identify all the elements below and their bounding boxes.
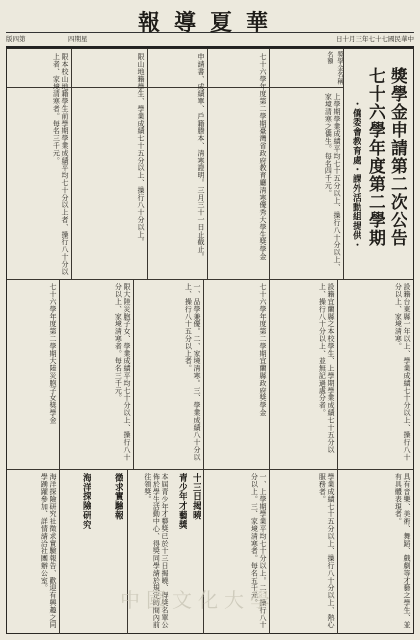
- column-item-detail: 限本校山地籍學生前學期學業成績平均七十分以上者、操行八十分以上者、家境清寒者。每名三千元。: [52, 53, 69, 275]
- page-number: 版四第: [6, 35, 26, 43]
- column-item-detail: 設籍台東縣一年以上、學業成績七十分以上、操行八十分以上、家境清寒。: [394, 283, 411, 461]
- column-item-detail: 限山地籍學生、學業成績七十五分以上、操行八十分以上。: [137, 53, 145, 246]
- col-divider: [269, 279, 270, 469]
- headline-line-2: 獎學金申請第二次公告: [387, 67, 407, 247]
- col-divider: [343, 49, 344, 279]
- column-item-detail: 上學期學業成績平均七十五分以上、操行八十分以上、家境清寒之僑生。每名四千元。: [324, 93, 341, 271]
- section-rule: [7, 279, 413, 280]
- column-item-detail: 具有音樂、美術、舞蹈、戲劇等才藝之學生、並有具體表現者。: [394, 473, 411, 629]
- headline-source: ・僑委會教育處・課外活動組提供・: [351, 99, 361, 250]
- column-item-detail: 一、上學期學業平均七十分以上。二、操行八十分以上。三、家境清寒者。每名五千元。: [250, 473, 267, 629]
- weekday: 四期星: [68, 35, 88, 43]
- issue-date: 日十月三年七十七國民華中: [336, 35, 414, 43]
- column-item-detail: 設籍宜蘭縣之本校學生、上學期學業成績七十五分以上、操行八十分以上、並無記過處分者。: [318, 283, 335, 454]
- notice-body: 本屆青少年才藝獎已於十三日揭曉、得獎名單公佈於學生活動中心、得獎同學請於規定時間內前往領獎。: [143, 473, 169, 629]
- notice-heading: 青少年才藝獎: [177, 473, 187, 530]
- col-divider: [337, 279, 338, 469]
- column-item-detail: 一、品學兼優。二、家境清寒。三、學業成績八十分以上、操行八十五分以上者。: [184, 283, 201, 461]
- col-header-name: 獎學金名稱: [336, 51, 343, 85]
- masthead-rule: [6, 32, 414, 33]
- notice-subheading: 十三日揭曉: [191, 473, 201, 520]
- library-watermark: 中國文化大學: [120, 588, 276, 612]
- column-item-detail: 限大陸災胞子女、學業成績平均七十分以上、操行八十分以上、家境清寒者。每名三千元。: [114, 283, 131, 461]
- notice-heading: 海洋探險研究: [81, 473, 91, 530]
- column-item-detail: 學業成績七十五分以上、操行八十分以上、熱心服務者。: [318, 473, 335, 629]
- col-divider: [207, 49, 208, 279]
- column-item-name: 七十六學年度第二學期臺灣省政府教育廳清寒優秀大學生獎學金: [259, 53, 267, 261]
- section-rule-2: [7, 469, 413, 470]
- article-frame: [6, 48, 414, 634]
- col-divider: [71, 49, 72, 279]
- col-divider: [59, 469, 60, 634]
- notice-body: 海洋探險研究社徵求實驗報告、歡迎有興趣之同學踴躍參加、詳情請洽社團辦公室。: [40, 473, 57, 629]
- headline-line-1: 七十六學年度第二學期: [365, 67, 385, 247]
- col-divider: [203, 279, 204, 469]
- col-divider: [133, 279, 134, 469]
- col-divider: [147, 49, 148, 279]
- column-item-name: 七十六學年度第二學期宜蘭縣政府獎學金: [259, 283, 267, 417]
- col-divider: [269, 49, 270, 279]
- column-item-docs: 申請書、成績單、戶籍謄本、清寒證明。三月三十一日止截止。: [197, 53, 205, 261]
- column-item-name: 七十六學年度第二學期大陸災胞子女獎學金: [49, 283, 57, 424]
- masthead: [6, 4, 414, 43]
- paper-title: 報導夏華: [137, 10, 282, 36]
- col-divider: [337, 469, 338, 634]
- notice-subheading: 徵求實驗報: [113, 473, 123, 520]
- col-divider: [59, 279, 60, 469]
- col-header-quota: 名額: [326, 51, 333, 65]
